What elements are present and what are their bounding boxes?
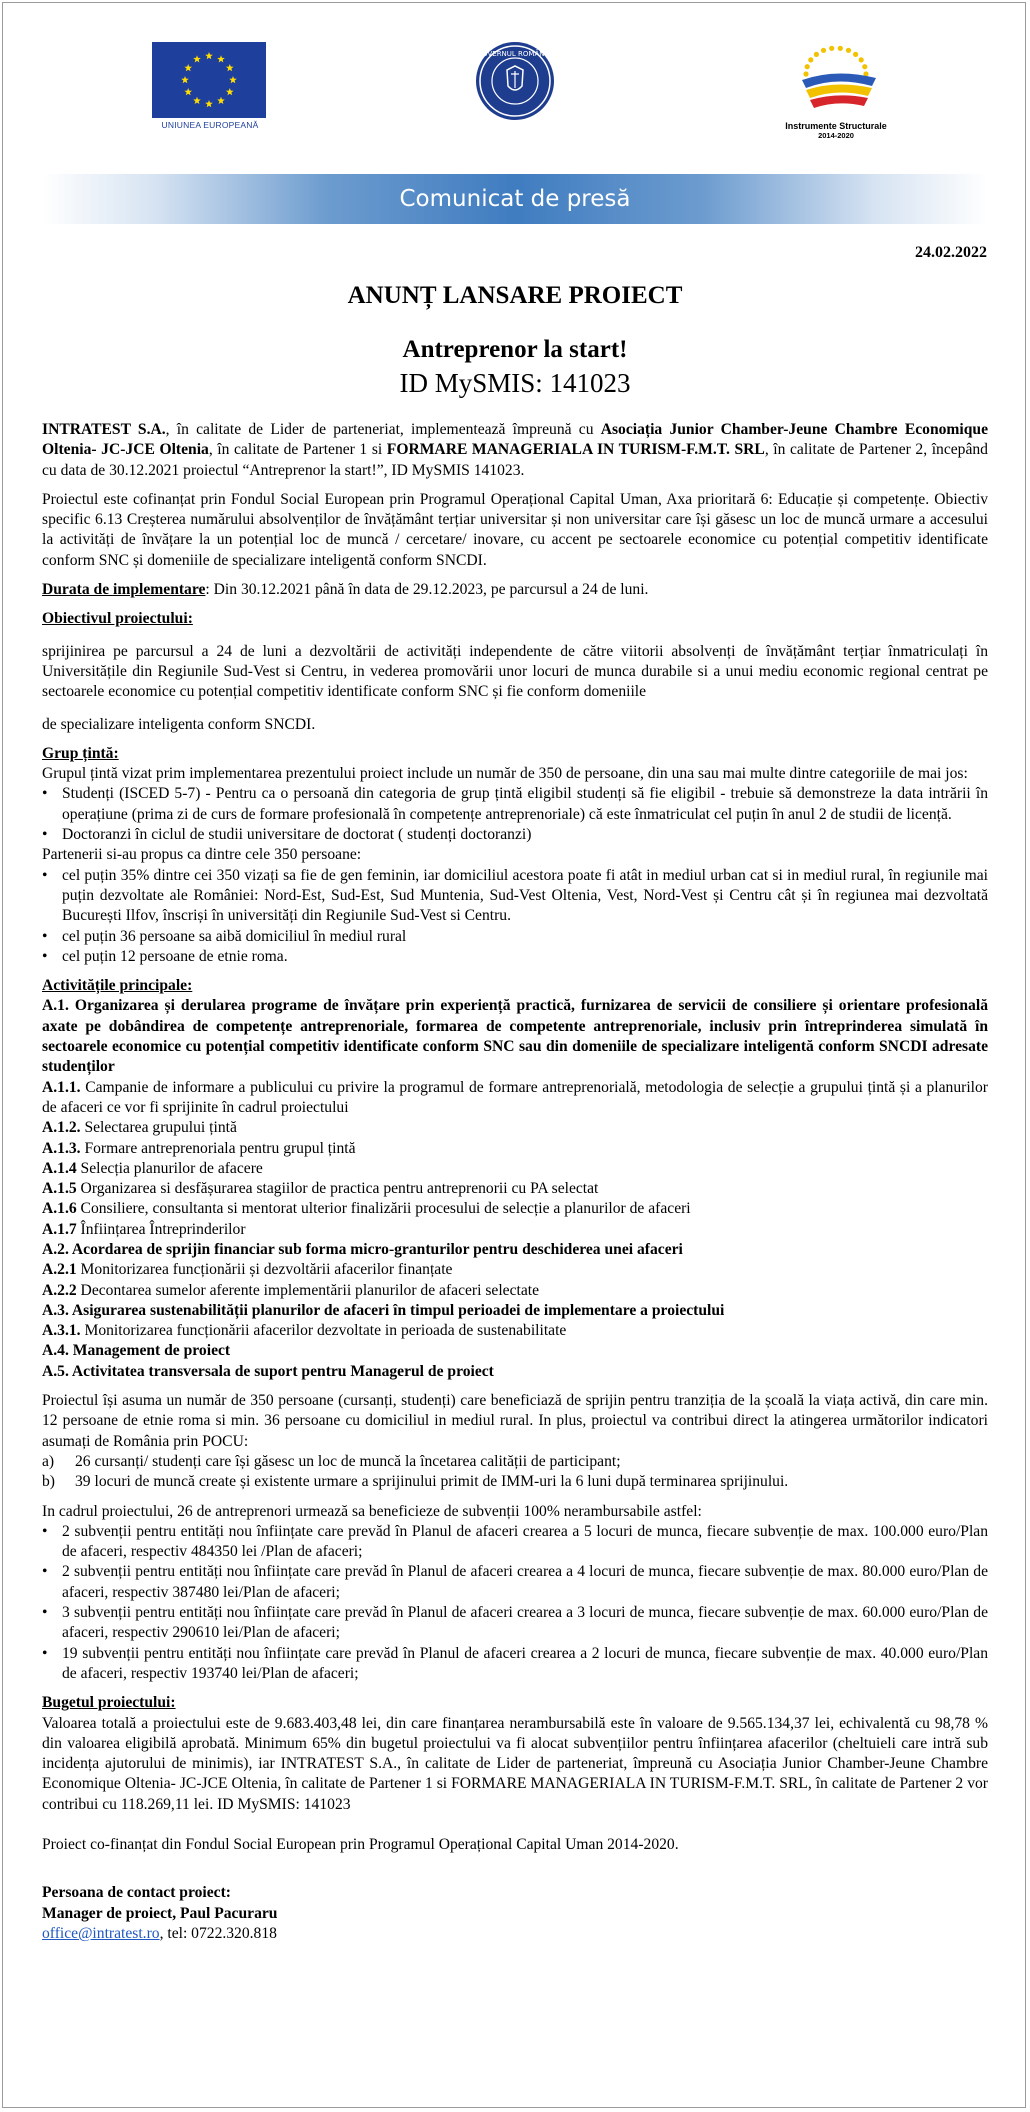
list-item: [42, 1472, 988, 1492]
activity-item: [42, 1199, 988, 1219]
activity-text: Campanie de informare a publicului cu privire la programul de formare antreprenorială, metodologia de selecție a grupului țintă și a planurilor de afaceri ce vor fi sprijinite în cadrul proiectului: [42, 1078, 988, 1116]
activity-text: Selecția planurilor de afacere: [76, 1159, 263, 1177]
banner-title: Comunicat de presă: [399, 186, 631, 212]
activity-item: [42, 1362, 988, 1382]
activity-code: A.3.1.: [42, 1322, 81, 1340]
list-item: • cel puțin 35% dintre cei 350 vizați sa fie de gen feminin, iar domiciliul acestora poate fi atât in mediul urban cat si in mediul rural, în regiunile mai puțin dezvoltate ale României: Nord-Est, Sud-Est, Sud Muntenia, Sud-Vest Oltenia, Vest, Nord-Vest și Centru cât și în regiunea mai dezvoltată București Ilfov, înscriși în universități din Regiunile Sud-Vest si Centru.: [42, 866, 988, 927]
is-star: [862, 64, 867, 69]
eu-caption: UNIUNEA EUROPEANĂ: [161, 120, 259, 130]
activities-label: Activitățile principale:: [42, 977, 193, 995]
activity-code: A.1.4: [42, 1159, 77, 1177]
activity-item: [42, 1118, 988, 1138]
partner-2-name: FORMARE MANAGERIALA IN TURISM-F.M.T. SRL: [386, 441, 765, 459]
activity-code: A.1.2.: [42, 1119, 81, 1137]
is-star: [829, 46, 834, 51]
intro-text-1: , în calitate de Lider de parteneriat, implementează împreună cu: [165, 421, 601, 438]
result-a-label: a): [42, 1452, 55, 1470]
is-star: [803, 71, 808, 76]
activity-heading: A.4. Management de proiect: [42, 1342, 231, 1360]
funding-paragraph: Proiectul este cofinanțat prin Fondul Social European prin Programul Operațional Capital Uman, Axa prioritară 6: Educație și competențe. Obiectiv specific 6.13 Creșterea numărului absolvenților de învățământ terțiar universitar și non universitar care își găsesc un loc de muncă urmare a accesului la activități de învățare la un potențial loc de muncă / cercetare/ inovare, cu accent pe sectoarele economice cu potențial competitiv identificate conform SNC și domeniile de specializare inteligentă conform SNCDI.: [42, 490, 988, 569]
activity-text: Organizarea si desfășurarea stagiilor de practica pentru antreprenorii cu PA selectat: [76, 1180, 599, 1198]
is-star: [805, 64, 810, 69]
result-b-label: b): [42, 1473, 55, 1491]
goal-roma: cel puțin 12 persoane de etnie roma.: [62, 947, 288, 965]
structural-instruments-logo: [776, 40, 896, 140]
project-name: Antreprenor la start!: [402, 336, 628, 363]
activity-code: A.1.3.: [42, 1139, 81, 1157]
objective-label: Obiectivul proiectului:: [42, 610, 193, 628]
activity-heading: A.1. Organizarea și derularea programe de învățare prin experiență practică, furnizarea de servicii de consiliere și orientare profesională axate pe dobândirea de competențe antreprenoriale, formarea de competente antreprenoriale, inclusiv prin întreprinderea simulată în sectoarele economice cu potențial competitiv identificate conform SNC sau din domeniile de specializare inteligentă conform SNCDI adresate studenților: [42, 997, 988, 1076]
activity-item: [42, 1159, 988, 1179]
activity-code: A.2.2: [42, 1281, 77, 1299]
activity-item: [42, 1281, 988, 1301]
partners-intro: Partenerii si-au propus ca dintre cele 350 persoane:: [42, 846, 362, 864]
activity-item: [42, 1341, 988, 1361]
subsidy-5-jobs: 2 subvenții pentru entități nou înființate care prevăd în Planul de afaceri crearea a 5 locuri de munca, fiecare subvenție de max. 100.000 euro/Plan de afaceri, respectiv 484350 lei /Plan de afaceri;: [62, 1522, 988, 1561]
list-item: • cel puțin 12 persoane de etnie roma.: [42, 947, 988, 967]
structural-instruments-period: 2014-2020: [818, 131, 854, 140]
activity-item: [42, 1078, 988, 1119]
activity-heading: A.2. Acordarea de sprijin financiar sub forma micro-granturilor pentru deschiderea unei afaceri: [42, 1240, 683, 1258]
intro-paragraph: [42, 420, 988, 481]
gov-seal-top-text: GUVERNUL ROMÂNIEI: [476, 50, 554, 58]
activity-code: A.1.1.: [42, 1078, 81, 1096]
list-item: • 19 subvenții pentru entități nou înființate care prevăd în Planul de afaceri crearea a 2 locuri de munca, fiecare subvenție de max. 40.000 euro/Plan de afaceri, respectiv 193740 lei/Plan de afaceri;: [42, 1644, 988, 1685]
list-item: [42, 1452, 988, 1472]
contact-manager: Manager de proiect, Paul Pacuraru: [42, 1904, 278, 1922]
results-intro: Proiectul își asuma un număr de 350 persoane (cursanți, studenți) care beneficiază de sprijin pentru tranziția de la școală la viața activă, din care min. 12 persoane de etnie roma si min. 36 persoane cu domiciliul in mediul rural. In plus, proiectul va contribui direct la atingerea următorilor indicatori asumați de România prin POCU:: [42, 1392, 988, 1450]
result-a-text: 26 cursanți/ studenți care își găsesc un loc de muncă la încetarea calității de participant;: [75, 1452, 621, 1470]
activity-text: Monitorizarea funcționării afacerilor dezvoltate in perioada de sustenabilitate: [80, 1322, 567, 1340]
partner-1-name: Asociația Junior Chamber-Jeune Chambre Economique Oltenia- JC-JCE Oltenia: [42, 421, 988, 459]
target-category-students: Studenți (ISCED 5-7) - Pentru ca o persoană din categoria de grup țintă eligibil studenți să fie eligibil - trebuie să demonstreze la data intrării în operațiune (prima zi de curs de formare profesională în competențe antreprenoriale) că este înmatriculat cel puțin în anul 2 de studii de licență.: [62, 785, 988, 823]
activity-text: Consiliere, consultanta si mentorat ulterior finalizării procesului de selecție a planurilor de afaceri: [76, 1200, 691, 1218]
eu-flag-icon: [152, 42, 266, 118]
announcement-heading: ANUNȚ LANSARE PROIECT: [347, 282, 683, 309]
list-item: • 2 subvenții pentru entități nou înființate care prevăd în Planul de afaceri crearea a 5 locuri de munca, fiecare subvenție de max. 100.000 euro/Plan de afaceri, respectiv 484350 lei /Plan de afaceri;: [42, 1522, 988, 1563]
contact-line: [42, 1924, 988, 1944]
activity-item: [42, 1220, 988, 1240]
is-star: [821, 48, 826, 53]
list-item: • 3 subvenții pentru entități nou înființate care prevăd în Planul de afaceri crearea a 3 locuri de munca, fiecare subvenție de max. 60.000 euro/Plan de afaceri, respectiv 290610 lei/Plan de afaceri;: [42, 1603, 988, 1644]
goal-rural: cel puțin 36 persoane sa aibă domiciliul în mediul rural: [62, 927, 407, 945]
activities-list: [42, 996, 988, 1382]
activity-item: [42, 1260, 988, 1280]
subsidy-4-jobs: 2 subvenții pentru entități nou înființate care prevăd în Planul de afaceri crearea a 4 locuri de munca, fiecare subvenție de max. 80.000 euro/Plan de afaceri, respectiv 387480 lei/Plan de afaceri;: [62, 1563, 988, 1601]
activity-text: Înființarea Întreprinderilor: [76, 1220, 246, 1238]
list-item: • Doctoranzi în ciclul de studii universitare de doctorat ( studenți doctoranzi): [42, 825, 988, 845]
result-b-text: 39 locuri de muncă create și existente urmare a sprijinului primit de IMM-uri la 6 luni după terminarea sprijinului.: [75, 1473, 789, 1491]
activity-code: A.1.6: [42, 1200, 77, 1218]
activity-heading: A.5. Activitatea transversala de suport pentru Managerul de proiect: [42, 1362, 494, 1380]
objective-text-continued: de specializare inteligenta conform SNCDI.: [42, 715, 316, 733]
duration-text: : Din 30.12.2021 până în data de 29.12.2023, pe parcursul a 24 de luni.: [205, 581, 649, 599]
objective-text: sprijinirea pe parcursul a 24 de luni a dezvoltării de activități independente de către viitorii absolvenți de învățământ terțiar înmatriculați în Universitățile din Regiunile Sud-Vest si Centru, in vederea promovării unor locuri de munca durabile si a unui mediu economic regional centrat pe sectoarele economice cu potențial competitiv identificate conform SNC și fie conform domeniile: [42, 642, 988, 701]
project-id: ID MySMIS: 141023: [399, 368, 631, 398]
list-item: • Studenți (ISCED 5-7) - Pentru ca o persoană din categoria de grup țintă eligibil studenți să fie eligibil - trebuie să demonstreze la data intrării în operațiune (prima zi de curs de formare profesională în competențe antreprenoriale) că este înmatriculat cel puțin în anul 2 de studii de licență.: [42, 784, 988, 825]
eu-logo: [152, 42, 268, 130]
cofinance-note: Proiect co-finanțat din Fondul Social European prin Programul Operațional Capital Uman 2014-2020.: [42, 1836, 679, 1853]
structural-instruments-icon: [784, 40, 888, 116]
activity-text: Formare antreprenoriala pentru grupul țintă: [80, 1139, 356, 1157]
activity-item: [42, 996, 988, 1077]
activity-item: [42, 1139, 988, 1159]
subsidy-3-jobs: 3 subvenții pentru entități nou înființate care prevăd în Planul de afaceri crearea a 3 locuri de munca, fiecare subvenție de max. 60.000 euro/Plan de afaceri, respectiv 290610 lei/Plan de afaceri;: [62, 1604, 988, 1642]
duration-paragraph: [42, 580, 988, 600]
activity-text: Selectarea grupului țintă: [80, 1119, 237, 1137]
is-star: [859, 57, 864, 62]
is-star: [846, 48, 851, 53]
lead-partner-name: INTRATEST S.A.: [42, 421, 166, 438]
is-star: [808, 57, 813, 62]
activity-code: A.2.1: [42, 1261, 77, 1279]
is-star: [814, 52, 819, 57]
target-group-label: Grup țintă:: [42, 744, 119, 762]
contact-label: Persoana de contact proiect:: [42, 1884, 231, 1902]
activity-text: Monitorizarea funcționării și dezvoltării afacerilor finanțate: [76, 1261, 453, 1279]
activity-code: A.1.5: [42, 1180, 77, 1198]
target-group-intro: Grupul țintă vizat prim implementarea prezentului proiect include un număr de 350 de persoane, din una sau mai multe dintre categoriile de mai jos:: [42, 765, 968, 783]
contact-email-link[interactable]: office@intratest.ro: [42, 1924, 160, 1942]
target-category-phd: Doctoranzi în ciclul de studii universitare de doctorat ( studenți doctoranzi): [62, 826, 532, 844]
activity-item: [42, 1179, 988, 1199]
intro-text-2: , în calitate de Partener 1 si: [208, 441, 387, 459]
activity-item: [42, 1301, 988, 1321]
activity-item: [42, 1321, 988, 1341]
budget-label: Bugetul proiectului:: [42, 1694, 176, 1712]
budget-text: Valoarea totală a proiectului este de 9.683.403,48 lei, din care finanțarea nerambursabilă este în valoare de 9.565.134,37 lei, echivalentă cu 98,78 % din valoarea eligibilă aprobată. Minimum 65% din bugetul proiectului va fi alocat subvențiilor pentru înființarea afacerilor (cheltuieli care intră sub incidența ajutorului de minimis), iar INTRATEST S.A., în calitate de Lider de parteneriat, împreună cu Asociația Junior Chamber-Jeune Chambre Economique Oltenia- JC-JCE Oltenia, în calitate de Partener 1 si FORMARE MANAGERIALA IN TURISM-F.M.T. SRL, în calitate de Partener 2 vor contribui cu 118.269,11 lei. ID MySMIS: 141023: [42, 1714, 988, 1813]
is-star: [853, 52, 858, 57]
logo-bar: [0, 40, 1030, 140]
press-release-body: [42, 420, 988, 1944]
structural-instruments-caption: Instrumente Structurale: [785, 121, 887, 131]
activity-item: [42, 1240, 988, 1260]
goal-female: cel puțin 35% dintre cei 350 vizați sa fie de gen feminin, iar domiciliul acestora poate fi atât in mediul urban cat si in mediul rural, în regiunile mai puțin dezvoltate ale României: Nord-Est, Sud-Est, Sud Muntenia, Sud-Vest Oltenia, Vest, Nord-Vest și Centru cât și în regiunea mai dezvoltată București Ilfov, înscriși în universități din Regiunile Sud-Vest si Centru.: [62, 866, 988, 925]
duration-label: Durata de implementare: [42, 581, 206, 599]
activity-text: Decontarea sumelor aferente implementării planurilor de afaceri selectate: [76, 1281, 540, 1299]
government-seal-icon: [474, 40, 556, 122]
subsidies-intro: In cadrul proiectului, 26 de antreprenori urmează sa beneficieze de subvenții 100% nerambursabile astfel:: [42, 1502, 702, 1520]
activity-heading: A.3. Asigurarea sustenabilității planurilor de afaceri în timpul perioadei de implementare a proiectului: [42, 1301, 725, 1319]
list-item: • 2 subvenții pentru entități nou înființate care prevăd în Planul de afaceri crearea a 4 locuri de munca, fiecare subvenție de max. 80.000 euro/Plan de afaceri, respectiv 387480 lei/Plan de afaceri;: [42, 1562, 988, 1603]
intro-text-3: , în calitate de Partener 2, începând cu data de 30.12.2021 proiectul “Antreprenor la start!”, ID MySMIS 141023.: [42, 441, 988, 479]
release-date: 24.02.2022: [915, 244, 987, 261]
press-release-banner: [42, 174, 988, 224]
subsidy-2-jobs: 19 subvenții pentru entități nou înființate care prevăd în Planul de afaceri crearea a 2 locuri de munca, fiecare subvenție de max. 40.000 euro/Plan de afaceri, respectiv 193740 lei/Plan de afaceri;: [62, 1644, 988, 1682]
list-item: • cel puțin 36 persoane sa aibă domiciliul în mediul rural: [42, 927, 988, 947]
contact-phone: , tel: 0722.320.818: [159, 1924, 277, 1942]
is-star: [838, 46, 843, 51]
activity-code: A.1.7: [42, 1220, 77, 1238]
